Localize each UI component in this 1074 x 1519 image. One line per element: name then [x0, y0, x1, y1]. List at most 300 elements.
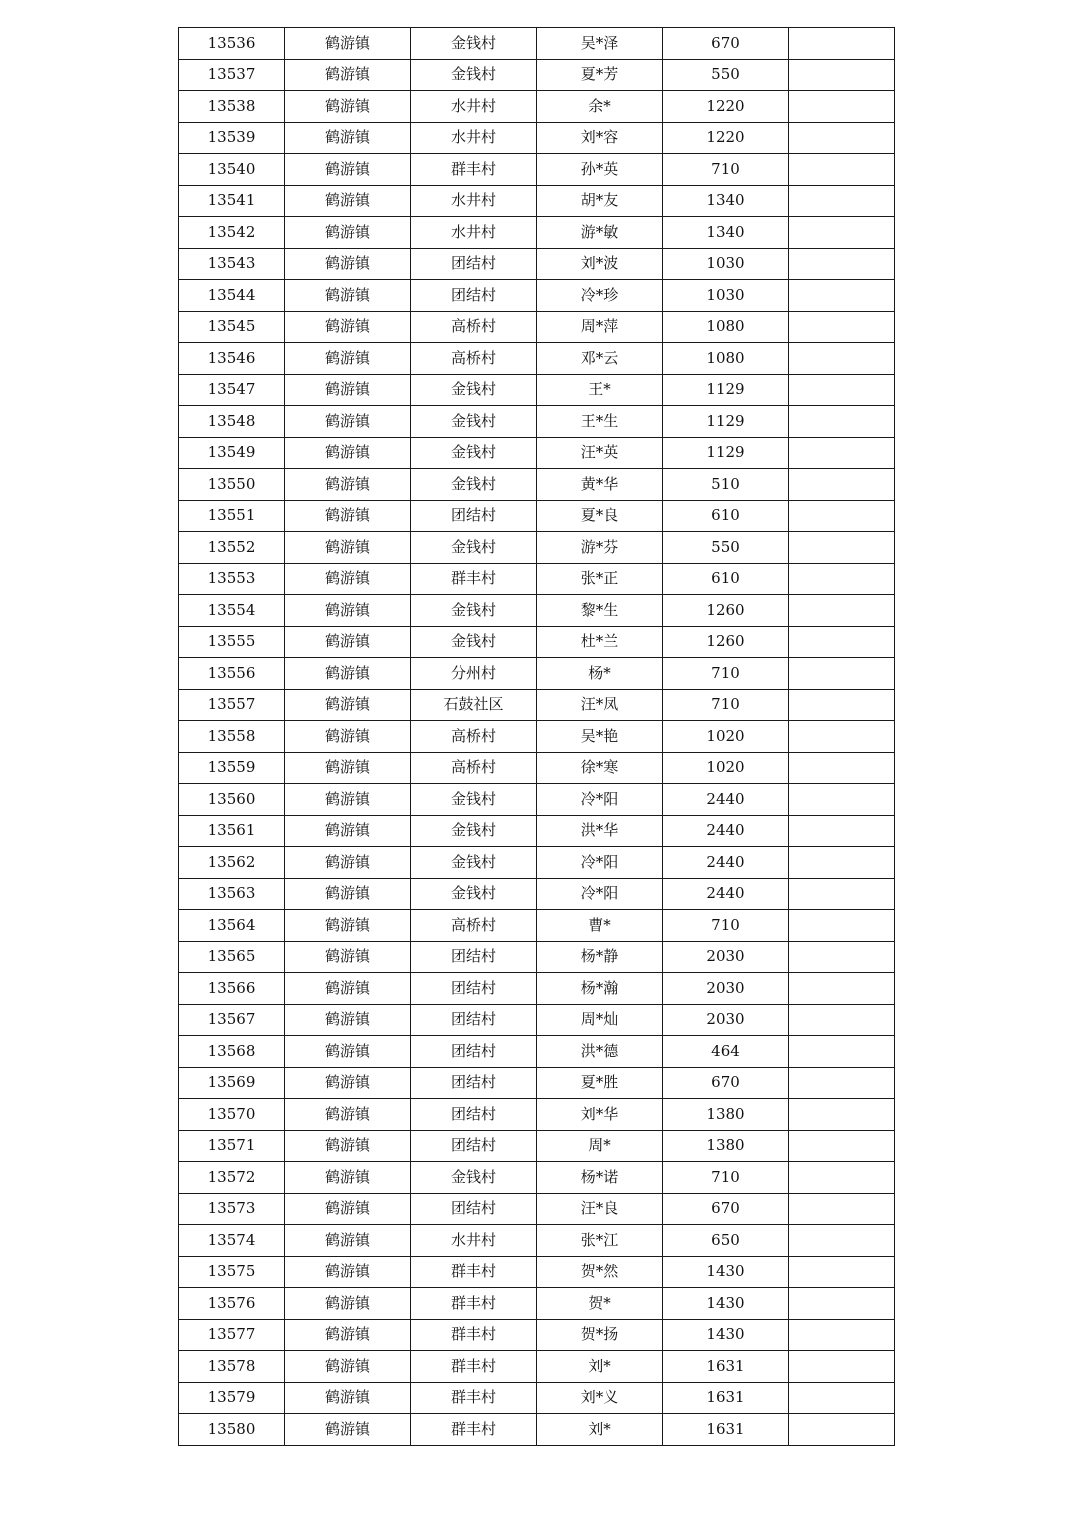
town-cell: 鹤游镇 [285, 1193, 411, 1225]
name-cell: 孙*英 [537, 154, 663, 186]
village-cell: 金钱村 [411, 784, 537, 816]
serial-number-cell: 13538 [179, 91, 285, 123]
amount-cell: 510 [663, 469, 789, 501]
name-cell: 刘*波 [537, 248, 663, 280]
town-cell: 鹤游镇 [285, 185, 411, 217]
table-row [179, 500, 895, 532]
town-cell: 鹤游镇 [285, 626, 411, 658]
amount-cell: 1430 [663, 1319, 789, 1351]
name-cell: 杨*瀚 [537, 973, 663, 1005]
village-cell: 高桥村 [411, 910, 537, 942]
serial-number-cell: 13554 [179, 595, 285, 627]
amount-cell: 1080 [663, 343, 789, 375]
name-cell: 刘*容 [537, 122, 663, 154]
name-cell: 贺*然 [537, 1256, 663, 1288]
amount-cell: 2440 [663, 815, 789, 847]
name-cell: 夏*胜 [537, 1067, 663, 1099]
serial-number-cell: 13551 [179, 500, 285, 532]
table-row [179, 343, 895, 375]
note-cell [789, 941, 895, 973]
table-row [179, 532, 895, 564]
amount-cell: 2440 [663, 878, 789, 910]
name-cell: 邓*云 [537, 343, 663, 375]
amount-cell: 464 [663, 1036, 789, 1068]
table-row [179, 847, 895, 879]
town-cell: 鹤游镇 [285, 1099, 411, 1131]
note-cell [789, 1319, 895, 1351]
town-cell: 鹤游镇 [285, 280, 411, 312]
village-cell: 高桥村 [411, 752, 537, 784]
serial-number-cell: 13546 [179, 343, 285, 375]
table-row [179, 311, 895, 343]
town-cell: 鹤游镇 [285, 1351, 411, 1383]
serial-number-cell: 13561 [179, 815, 285, 847]
amount-cell: 1380 [663, 1099, 789, 1131]
note-cell [789, 563, 895, 595]
serial-number-cell: 13553 [179, 563, 285, 595]
amount-cell: 710 [663, 658, 789, 690]
amount-cell: 2030 [663, 1004, 789, 1036]
note-cell [789, 784, 895, 816]
amount-cell: 1220 [663, 91, 789, 123]
town-cell: 鹤游镇 [285, 217, 411, 249]
amount-cell: 1020 [663, 752, 789, 784]
serial-number-cell: 13558 [179, 721, 285, 753]
amount-cell: 1030 [663, 280, 789, 312]
table-row [179, 910, 895, 942]
amount-cell: 610 [663, 500, 789, 532]
table-row [179, 469, 895, 501]
town-cell: 鹤游镇 [285, 469, 411, 501]
name-cell: 徐*寒 [537, 752, 663, 784]
amount-cell: 710 [663, 1162, 789, 1194]
note-cell [789, 1162, 895, 1194]
name-cell: 周* [537, 1130, 663, 1162]
note-cell [789, 122, 895, 154]
amount-cell: 1030 [663, 248, 789, 280]
table-row [179, 1414, 895, 1446]
table-row [179, 1351, 895, 1383]
table-row [179, 689, 895, 721]
note-cell [789, 248, 895, 280]
table-row [179, 280, 895, 312]
village-cell: 群丰村 [411, 1288, 537, 1320]
serial-number-cell: 13539 [179, 122, 285, 154]
village-cell: 团结村 [411, 973, 537, 1005]
amount-cell: 1430 [663, 1288, 789, 1320]
serial-number-cell: 13548 [179, 406, 285, 438]
note-cell [789, 374, 895, 406]
name-cell: 刘* [537, 1351, 663, 1383]
village-cell: 金钱村 [411, 532, 537, 564]
town-cell: 鹤游镇 [285, 1382, 411, 1414]
serial-number-cell: 13544 [179, 280, 285, 312]
name-cell: 吴*艳 [537, 721, 663, 753]
note-cell [789, 815, 895, 847]
village-cell: 高桥村 [411, 311, 537, 343]
town-cell: 鹤游镇 [285, 122, 411, 154]
note-cell [789, 1004, 895, 1036]
note-cell [789, 1067, 895, 1099]
table-row [179, 1162, 895, 1194]
note-cell [789, 532, 895, 564]
town-cell: 鹤游镇 [285, 343, 411, 375]
village-cell: 水井村 [411, 217, 537, 249]
amount-cell: 2030 [663, 973, 789, 1005]
village-cell: 金钱村 [411, 815, 537, 847]
note-cell [789, 878, 895, 910]
name-cell: 贺* [537, 1288, 663, 1320]
table-row [179, 28, 895, 60]
table-row [179, 1067, 895, 1099]
town-cell: 鹤游镇 [285, 1036, 411, 1068]
town-cell: 鹤游镇 [285, 1288, 411, 1320]
town-cell: 鹤游镇 [285, 973, 411, 1005]
table-row [179, 154, 895, 186]
village-cell: 金钱村 [411, 847, 537, 879]
town-cell: 鹤游镇 [285, 721, 411, 753]
table-row [179, 217, 895, 249]
name-cell: 刘*华 [537, 1099, 663, 1131]
table-row [179, 1225, 895, 1257]
name-cell: 杨*诺 [537, 1162, 663, 1194]
table-row [179, 1004, 895, 1036]
town-cell: 鹤游镇 [285, 1004, 411, 1036]
name-cell: 胡*友 [537, 185, 663, 217]
town-cell: 鹤游镇 [285, 1130, 411, 1162]
village-cell: 团结村 [411, 500, 537, 532]
name-cell: 游*芬 [537, 532, 663, 564]
village-cell: 团结村 [411, 1067, 537, 1099]
note-cell [789, 500, 895, 532]
serial-number-cell: 13559 [179, 752, 285, 784]
amount-cell: 1260 [663, 595, 789, 627]
note-cell [789, 973, 895, 1005]
name-cell: 张*正 [537, 563, 663, 595]
note-cell [789, 1382, 895, 1414]
note-cell [789, 1414, 895, 1446]
table-row [179, 973, 895, 1005]
note-cell [789, 1130, 895, 1162]
town-cell: 鹤游镇 [285, 563, 411, 595]
roster-table-body [179, 28, 895, 1446]
village-cell: 团结村 [411, 1099, 537, 1131]
name-cell: 周*萍 [537, 311, 663, 343]
village-cell: 群丰村 [411, 1414, 537, 1446]
note-cell [789, 469, 895, 501]
name-cell: 冷*阳 [537, 878, 663, 910]
village-cell: 团结村 [411, 941, 537, 973]
serial-number-cell: 13549 [179, 437, 285, 469]
note-cell [789, 658, 895, 690]
note-cell [789, 311, 895, 343]
table-row [179, 815, 895, 847]
village-cell: 金钱村 [411, 406, 537, 438]
note-cell [789, 154, 895, 186]
table-row [179, 1382, 895, 1414]
table-row [179, 1256, 895, 1288]
town-cell: 鹤游镇 [285, 28, 411, 60]
serial-number-cell: 13556 [179, 658, 285, 690]
village-cell: 金钱村 [411, 59, 537, 91]
table-row [179, 626, 895, 658]
town-cell: 鹤游镇 [285, 59, 411, 91]
note-cell [789, 1225, 895, 1257]
serial-number-cell: 13576 [179, 1288, 285, 1320]
table-row [179, 941, 895, 973]
village-cell: 高桥村 [411, 721, 537, 753]
amount-cell: 1129 [663, 374, 789, 406]
note-cell [789, 1351, 895, 1383]
name-cell: 刘* [537, 1414, 663, 1446]
amount-cell: 710 [663, 910, 789, 942]
serial-number-cell: 13578 [179, 1351, 285, 1383]
document-page [178, 27, 894, 1491]
amount-cell: 650 [663, 1225, 789, 1257]
town-cell: 鹤游镇 [285, 406, 411, 438]
amount-cell: 1430 [663, 1256, 789, 1288]
village-cell: 团结村 [411, 1193, 537, 1225]
village-cell: 群丰村 [411, 1256, 537, 1288]
town-cell: 鹤游镇 [285, 500, 411, 532]
serial-number-cell: 13543 [179, 248, 285, 280]
table-row [179, 563, 895, 595]
town-cell: 鹤游镇 [285, 1319, 411, 1351]
amount-cell: 670 [663, 28, 789, 60]
town-cell: 鹤游镇 [285, 91, 411, 123]
town-cell: 鹤游镇 [285, 847, 411, 879]
serial-number-cell: 13560 [179, 784, 285, 816]
name-cell: 张*江 [537, 1225, 663, 1257]
amount-cell: 550 [663, 532, 789, 564]
village-cell: 金钱村 [411, 28, 537, 60]
amount-cell: 2440 [663, 847, 789, 879]
table-row [179, 91, 895, 123]
note-cell [789, 689, 895, 721]
serial-number-cell: 13541 [179, 185, 285, 217]
town-cell: 鹤游镇 [285, 689, 411, 721]
town-cell: 鹤游镇 [285, 374, 411, 406]
village-cell: 团结村 [411, 280, 537, 312]
amount-cell: 1631 [663, 1382, 789, 1414]
town-cell: 鹤游镇 [285, 752, 411, 784]
serial-number-cell: 13536 [179, 28, 285, 60]
table-row [179, 185, 895, 217]
town-cell: 鹤游镇 [285, 595, 411, 627]
name-cell: 王* [537, 374, 663, 406]
serial-number-cell: 13540 [179, 154, 285, 186]
note-cell [789, 847, 895, 879]
amount-cell: 1340 [663, 217, 789, 249]
name-cell: 曹* [537, 910, 663, 942]
town-cell: 鹤游镇 [285, 311, 411, 343]
town-cell: 鹤游镇 [285, 1414, 411, 1446]
village-cell: 石鼓社区 [411, 689, 537, 721]
amount-cell: 710 [663, 689, 789, 721]
village-cell: 团结村 [411, 1036, 537, 1068]
name-cell: 洪*德 [537, 1036, 663, 1068]
town-cell: 鹤游镇 [285, 437, 411, 469]
name-cell: 黄*华 [537, 469, 663, 501]
table-row [179, 1193, 895, 1225]
amount-cell: 610 [663, 563, 789, 595]
village-cell: 群丰村 [411, 1382, 537, 1414]
note-cell [789, 343, 895, 375]
serial-number-cell: 13547 [179, 374, 285, 406]
table-row [179, 1036, 895, 1068]
amount-cell: 1380 [663, 1130, 789, 1162]
village-cell: 金钱村 [411, 1162, 537, 1194]
amount-cell: 670 [663, 1067, 789, 1099]
table-row [179, 658, 895, 690]
town-cell: 鹤游镇 [285, 248, 411, 280]
note-cell [789, 752, 895, 784]
serial-number-cell: 13570 [179, 1099, 285, 1131]
town-cell: 鹤游镇 [285, 878, 411, 910]
village-cell: 水井村 [411, 185, 537, 217]
name-cell: 黎*生 [537, 595, 663, 627]
amount-cell: 710 [663, 154, 789, 186]
town-cell: 鹤游镇 [285, 1067, 411, 1099]
note-cell [789, 595, 895, 627]
village-cell: 水井村 [411, 122, 537, 154]
serial-number-cell: 13577 [179, 1319, 285, 1351]
table-row [179, 374, 895, 406]
amount-cell: 2030 [663, 941, 789, 973]
name-cell: 冷*珍 [537, 280, 663, 312]
note-cell [789, 280, 895, 312]
serial-number-cell: 13563 [179, 878, 285, 910]
note-cell [789, 910, 895, 942]
table-row [179, 752, 895, 784]
town-cell: 鹤游镇 [285, 532, 411, 564]
name-cell: 杨* [537, 658, 663, 690]
table-row [179, 595, 895, 627]
serial-number-cell: 13567 [179, 1004, 285, 1036]
amount-cell: 1129 [663, 437, 789, 469]
name-cell: 周*灿 [537, 1004, 663, 1036]
table-row [179, 59, 895, 91]
amount-cell: 1631 [663, 1414, 789, 1446]
amount-cell: 1080 [663, 311, 789, 343]
amount-cell: 1020 [663, 721, 789, 753]
note-cell [789, 721, 895, 753]
serial-number-cell: 13537 [179, 59, 285, 91]
name-cell: 杨*静 [537, 941, 663, 973]
amount-cell: 670 [663, 1193, 789, 1225]
village-cell: 群丰村 [411, 154, 537, 186]
town-cell: 鹤游镇 [285, 941, 411, 973]
serial-number-cell: 13565 [179, 941, 285, 973]
table-row [179, 1319, 895, 1351]
serial-number-cell: 13568 [179, 1036, 285, 1068]
note-cell [789, 1099, 895, 1131]
amount-cell: 1129 [663, 406, 789, 438]
note-cell [789, 437, 895, 469]
table-row [179, 784, 895, 816]
name-cell: 王*生 [537, 406, 663, 438]
amount-cell: 1260 [663, 626, 789, 658]
serial-number-cell: 13545 [179, 311, 285, 343]
village-cell: 金钱村 [411, 626, 537, 658]
amount-cell: 1220 [663, 122, 789, 154]
note-cell [789, 28, 895, 60]
table-row [179, 437, 895, 469]
town-cell: 鹤游镇 [285, 784, 411, 816]
village-cell: 团结村 [411, 1130, 537, 1162]
amount-cell: 1631 [663, 1351, 789, 1383]
village-cell: 高桥村 [411, 343, 537, 375]
village-cell: 团结村 [411, 248, 537, 280]
village-cell: 水井村 [411, 1225, 537, 1257]
note-cell [789, 1256, 895, 1288]
note-cell [789, 626, 895, 658]
serial-number-cell: 13580 [179, 1414, 285, 1446]
town-cell: 鹤游镇 [285, 1256, 411, 1288]
name-cell: 余* [537, 91, 663, 123]
name-cell: 冷*阳 [537, 847, 663, 879]
name-cell: 冷*阳 [537, 784, 663, 816]
village-cell: 团结村 [411, 1004, 537, 1036]
village-cell: 金钱村 [411, 469, 537, 501]
table-row [179, 1288, 895, 1320]
serial-number-cell: 13542 [179, 217, 285, 249]
table-row [179, 406, 895, 438]
serial-number-cell: 13564 [179, 910, 285, 942]
table-row [179, 878, 895, 910]
table-row [179, 248, 895, 280]
serial-number-cell: 13562 [179, 847, 285, 879]
village-cell: 水井村 [411, 91, 537, 123]
name-cell: 汪*英 [537, 437, 663, 469]
serial-number-cell: 13572 [179, 1162, 285, 1194]
name-cell: 杜*兰 [537, 626, 663, 658]
village-cell: 群丰村 [411, 1351, 537, 1383]
name-cell: 吴*泽 [537, 28, 663, 60]
note-cell [789, 1193, 895, 1225]
serial-number-cell: 13552 [179, 532, 285, 564]
amount-cell: 550 [663, 59, 789, 91]
note-cell [789, 217, 895, 249]
name-cell: 刘*义 [537, 1382, 663, 1414]
name-cell: 贺*扬 [537, 1319, 663, 1351]
village-cell: 金钱村 [411, 878, 537, 910]
table-row [179, 721, 895, 753]
town-cell: 鹤游镇 [285, 1225, 411, 1257]
serial-number-cell: 13575 [179, 1256, 285, 1288]
table-row [179, 1099, 895, 1131]
serial-number-cell: 13550 [179, 469, 285, 501]
town-cell: 鹤游镇 [285, 1162, 411, 1194]
town-cell: 鹤游镇 [285, 154, 411, 186]
name-cell: 夏*良 [537, 500, 663, 532]
note-cell [789, 1288, 895, 1320]
town-cell: 鹤游镇 [285, 658, 411, 690]
serial-number-cell: 13573 [179, 1193, 285, 1225]
roster-table [178, 27, 895, 1446]
village-cell: 金钱村 [411, 374, 537, 406]
name-cell: 洪*华 [537, 815, 663, 847]
name-cell: 夏*芳 [537, 59, 663, 91]
note-cell [789, 185, 895, 217]
amount-cell: 2440 [663, 784, 789, 816]
serial-number-cell: 13579 [179, 1382, 285, 1414]
serial-number-cell: 13555 [179, 626, 285, 658]
village-cell: 金钱村 [411, 437, 537, 469]
town-cell: 鹤游镇 [285, 910, 411, 942]
name-cell: 汪*凤 [537, 689, 663, 721]
note-cell [789, 59, 895, 91]
